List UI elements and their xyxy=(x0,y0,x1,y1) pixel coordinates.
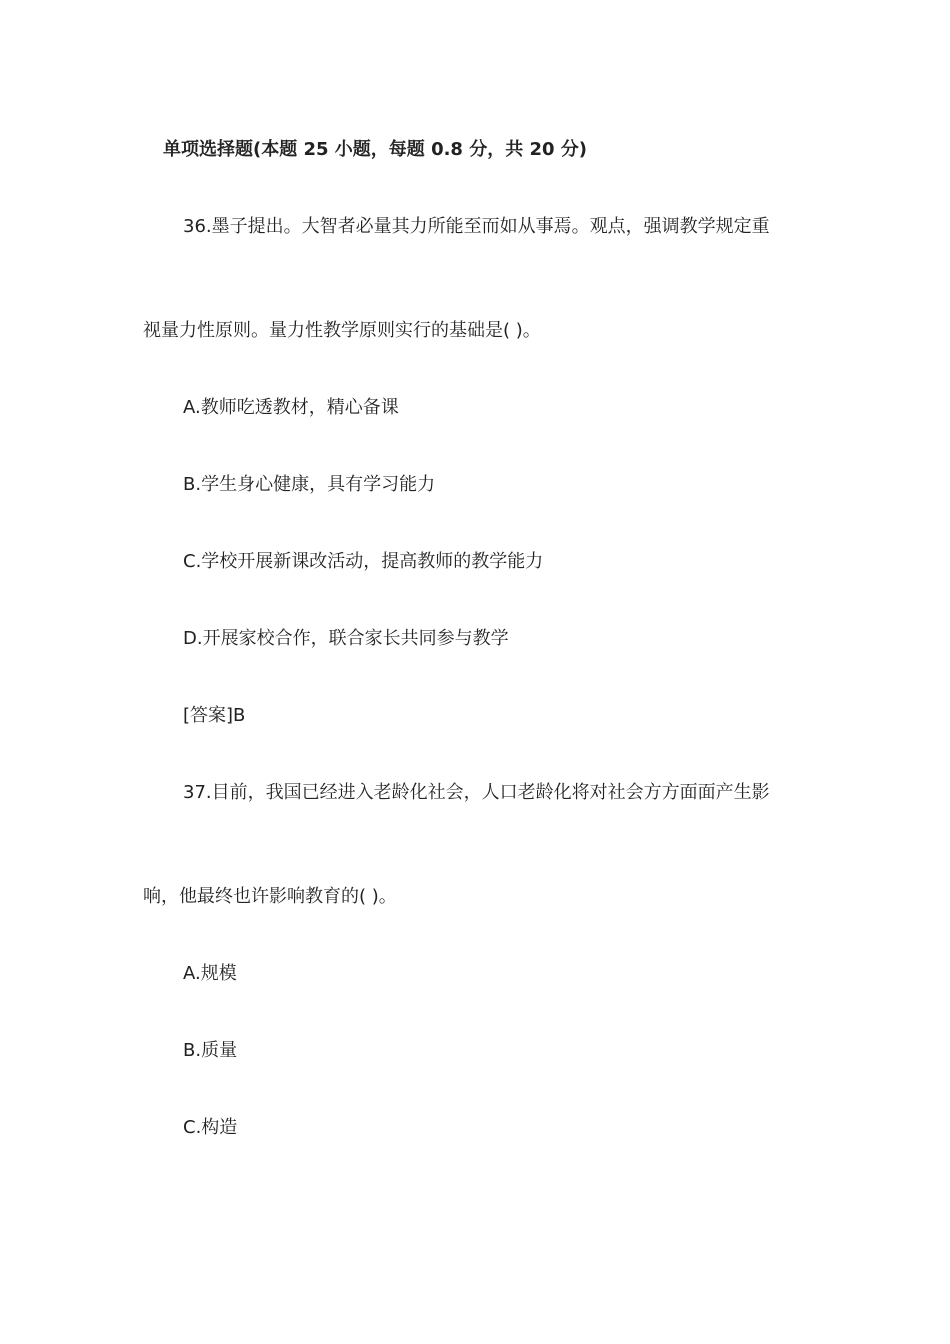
question-37-line-1: 37.目前，我国已经进入老龄化社会，人口老龄化将对社会方方面面产生影 xyxy=(183,782,770,803)
question-36-line-2: 视量力性原则。量力性教学原则实行的基础是( )。 xyxy=(143,320,541,341)
question-36-option-a: A.教师吃透教材，精心备课 xyxy=(183,397,399,418)
question-36-option-c: C.学校开展新课改活动，提高教师的教学能力 xyxy=(183,551,544,572)
question-37-option-c: C.构造 xyxy=(183,1117,238,1138)
question-36-line-1: 36.墨子提出。大智者必量其力所能至而如从事焉。观点，强调教学规定重 xyxy=(183,216,770,237)
question-37-line-2: 响，他最终也许影响教育的( )。 xyxy=(143,886,397,907)
question-36-answer: [答案]B xyxy=(183,705,246,726)
question-37-option-b: B.质量 xyxy=(183,1040,238,1061)
question-36-option-b: B.学生身心健康，具有学习能力 xyxy=(183,474,436,495)
section-heading: 单项选择题(本题 25 小题，每题 0.8 分，共 20 分) xyxy=(163,139,588,160)
question-36-option-d: D.开展家校合作，联合家长共同参与教学 xyxy=(183,628,509,649)
question-37-option-a: A.规模 xyxy=(183,963,237,984)
